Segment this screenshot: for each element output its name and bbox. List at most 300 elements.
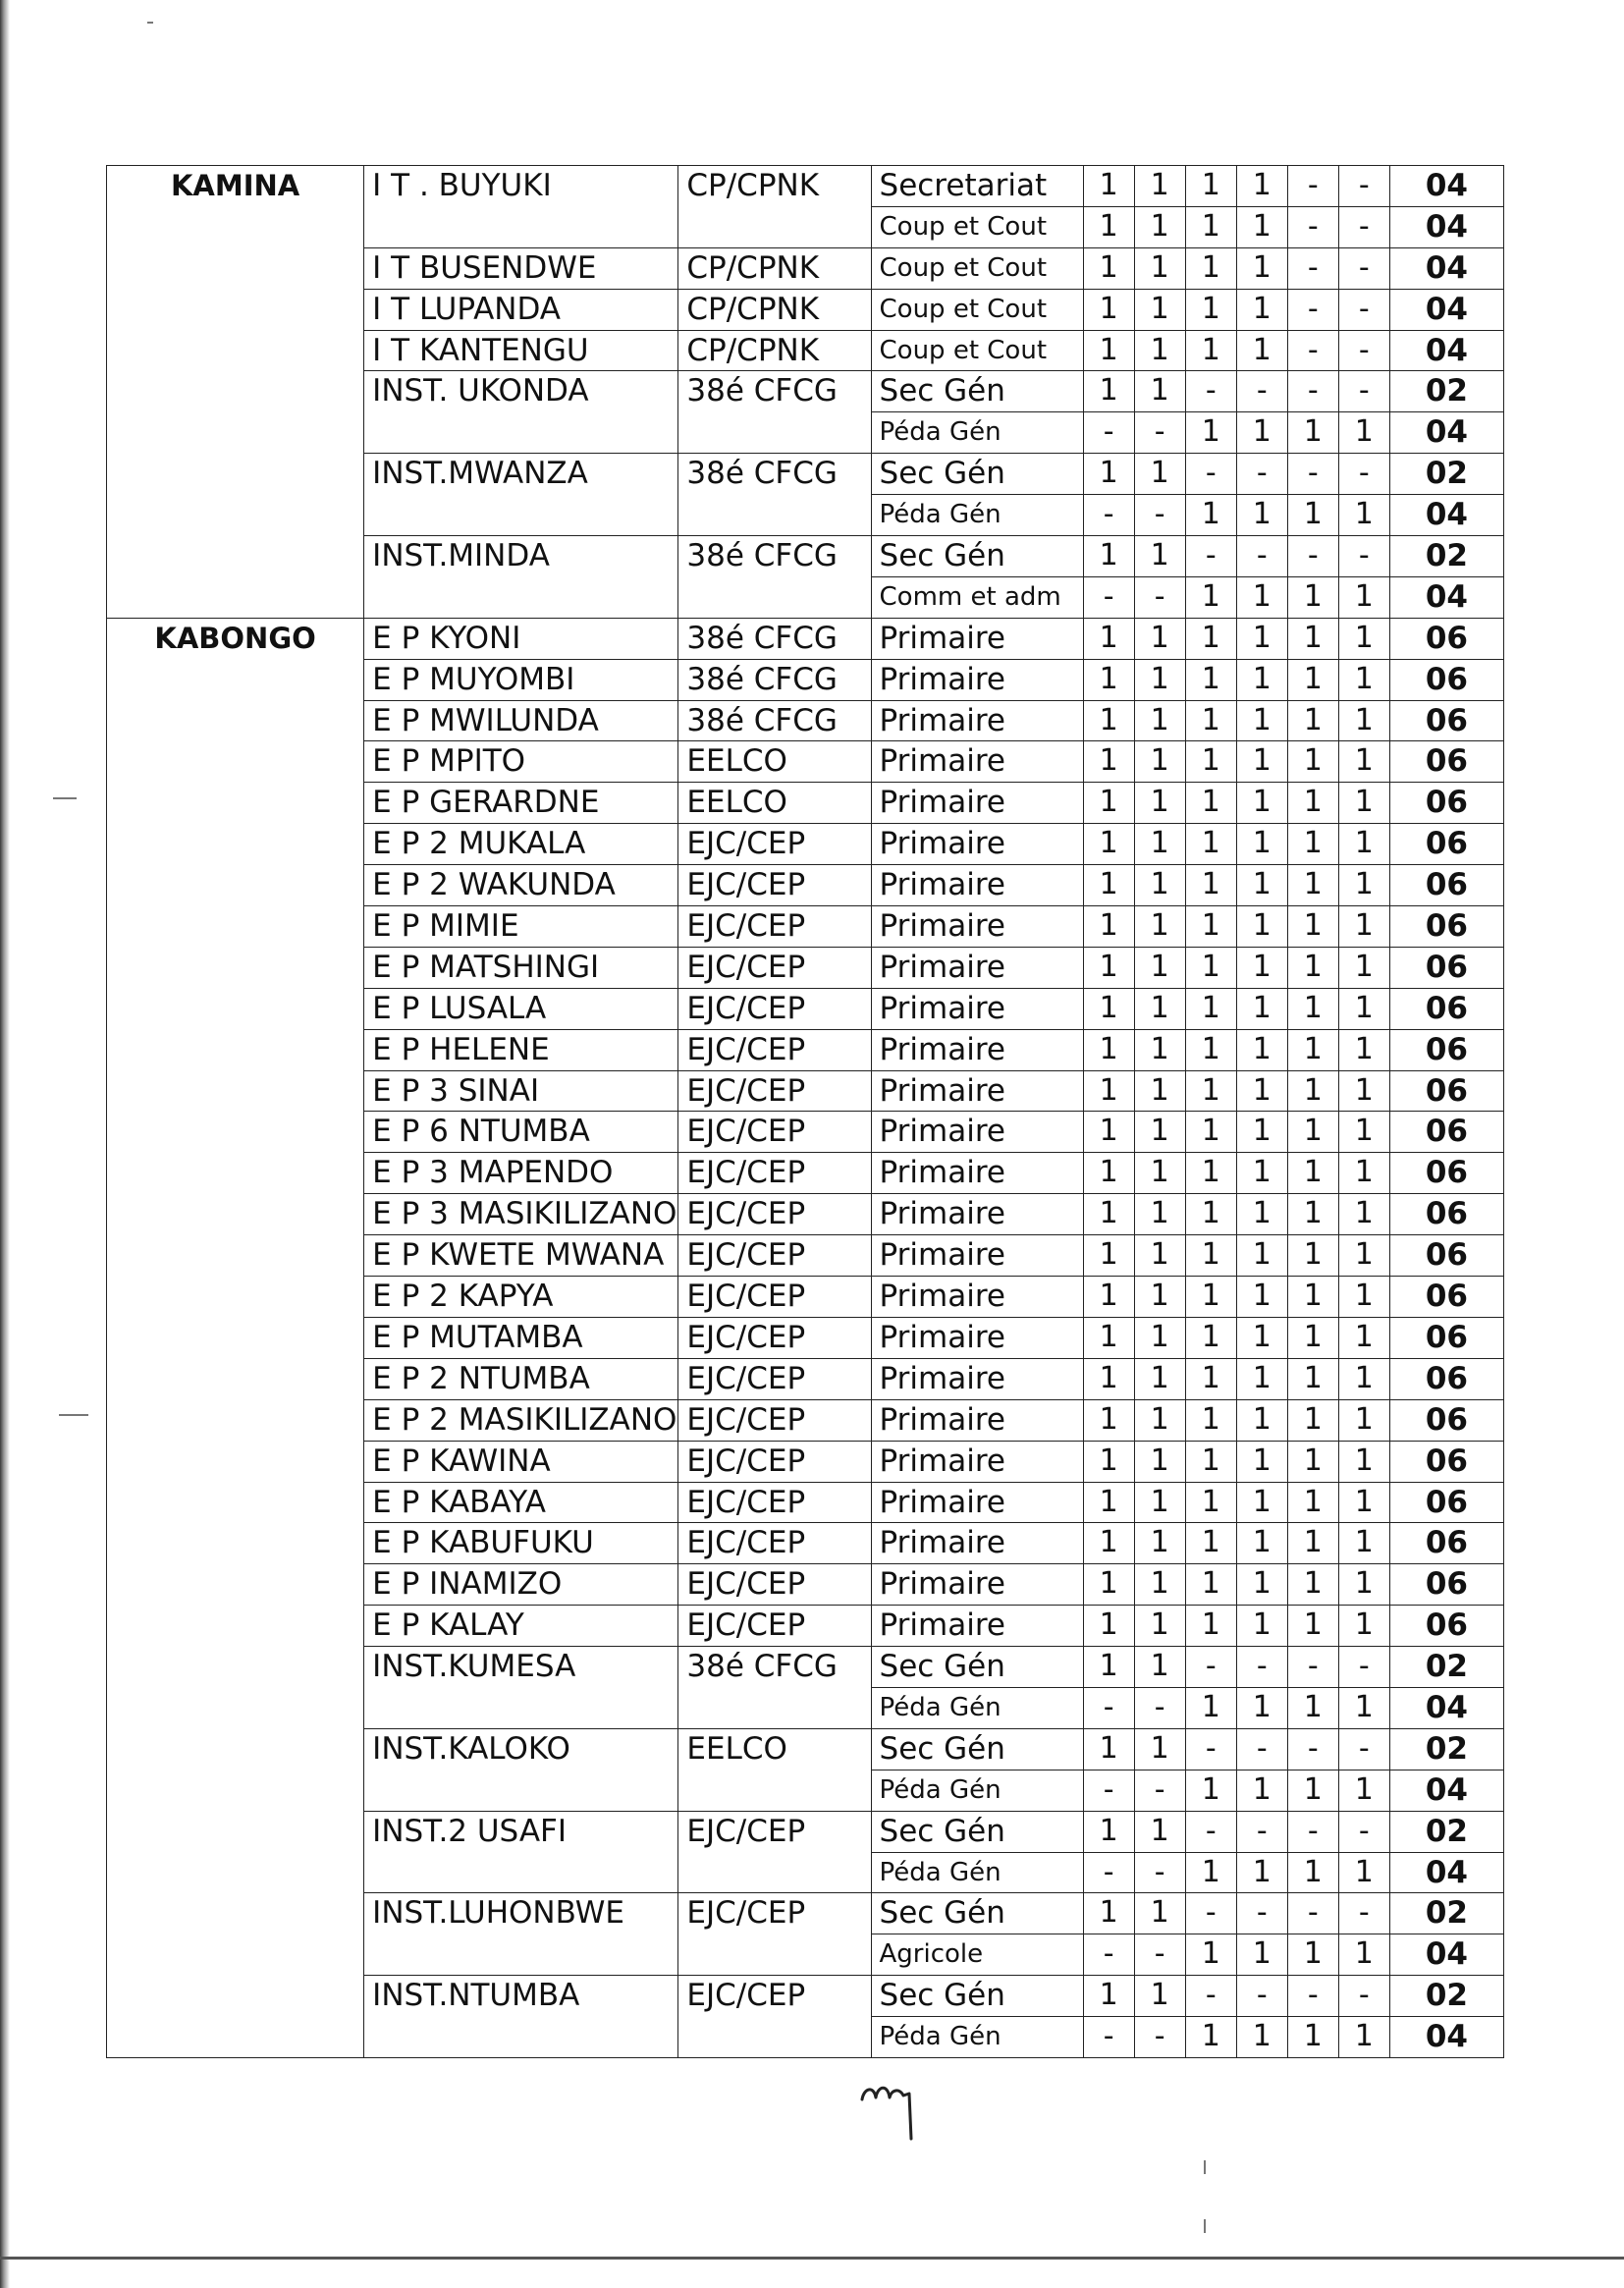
- total-cell: 06: [1389, 1523, 1503, 1564]
- class-count-cell: 1: [1083, 1358, 1134, 1399]
- class-count-cell: -: [1338, 166, 1389, 207]
- network-cell: EJC/CEP: [678, 1235, 871, 1277]
- class-count-cell: 1: [1185, 1358, 1236, 1399]
- class-count-cell: 1: [1083, 1277, 1134, 1318]
- option-cell: Primaire: [871, 906, 1083, 948]
- class-count-cell: -: [1083, 1770, 1134, 1811]
- school-name-cell: E P MATSHINGI: [364, 947, 678, 988]
- total-cell: 02: [1389, 1893, 1503, 1934]
- total-cell: 04: [1389, 1934, 1503, 1976]
- class-count-cell: 1: [1134, 1070, 1185, 1112]
- class-count-cell: 1: [1083, 1153, 1134, 1194]
- class-count-cell: 1: [1185, 1235, 1236, 1277]
- class-count-cell: 1: [1134, 166, 1185, 207]
- school-name-cell: E P 2 NTUMBA: [364, 1358, 678, 1399]
- class-count-cell: 1: [1083, 1194, 1134, 1235]
- class-count-cell: 1: [1338, 741, 1389, 783]
- class-count-cell: 1: [1185, 1153, 1236, 1194]
- class-count-cell: 1: [1083, 1112, 1134, 1153]
- network-cell: 38é CFCG: [678, 1647, 871, 1729]
- network-cell: EJC/CEP: [678, 1523, 871, 1564]
- class-count-cell: 1: [1338, 495, 1389, 536]
- class-count-cell: -: [1287, 1728, 1338, 1770]
- school-name-cell: E P 3 SINAI: [364, 1070, 678, 1112]
- scan-speck: [147, 22, 153, 24]
- network-cell: EJC/CEP: [678, 1441, 871, 1482]
- class-count-cell: -: [1236, 536, 1287, 577]
- class-count-cell: 1: [1083, 1523, 1134, 1564]
- class-count-cell: 1: [1083, 906, 1134, 948]
- class-count-cell: 1: [1338, 947, 1389, 988]
- total-cell: 06: [1389, 783, 1503, 824]
- class-count-cell: 1: [1134, 206, 1185, 247]
- class-count-cell: 1: [1338, 1770, 1389, 1811]
- class-count-cell: -: [1236, 1728, 1287, 1770]
- school-name-cell: E P KABUFUKU: [364, 1523, 678, 1564]
- option-cell: Primaire: [871, 865, 1083, 906]
- total-cell: 06: [1389, 1153, 1503, 1194]
- total-cell: 06: [1389, 906, 1503, 948]
- school-name-cell: E P KABAYA: [364, 1482, 678, 1523]
- option-cell: Primaire: [871, 1358, 1083, 1399]
- class-count-cell: 1: [1185, 1852, 1236, 1893]
- total-cell: 02: [1389, 1811, 1503, 1852]
- class-count-cell: 1: [1083, 371, 1134, 412]
- class-count-cell: 1: [1134, 988, 1185, 1029]
- class-count-cell: 1: [1236, 988, 1287, 1029]
- option-cell: Primaire: [871, 1029, 1083, 1070]
- option-cell: Primaire: [871, 1153, 1083, 1194]
- total-cell: 02: [1389, 371, 1503, 412]
- class-count-cell: 1: [1134, 1112, 1185, 1153]
- total-cell: 06: [1389, 659, 1503, 700]
- option-cell: Coup et Cout: [871, 330, 1083, 371]
- handwritten-signature: [854, 2070, 933, 2149]
- network-cell: EJC/CEP: [678, 1029, 871, 1070]
- class-count-cell: 1: [1236, 1399, 1287, 1441]
- class-count-cell: 1: [1338, 1934, 1389, 1976]
- class-count-cell: 1: [1287, 1770, 1338, 1811]
- class-count-cell: -: [1338, 1893, 1389, 1934]
- class-count-cell: 1: [1287, 1852, 1338, 1893]
- class-count-cell: 1: [1083, 536, 1134, 577]
- class-count-cell: 1: [1083, 1029, 1134, 1070]
- total-cell: 06: [1389, 1277, 1503, 1318]
- total-cell: 06: [1389, 1482, 1503, 1523]
- school-name-cell: E P KYONI: [364, 618, 678, 659]
- class-count-cell: -: [1185, 1976, 1236, 2017]
- class-count-cell: -: [1236, 454, 1287, 495]
- class-count-cell: 1: [1236, 824, 1287, 865]
- network-cell: EELCO: [678, 1728, 871, 1811]
- class-count-cell: 1: [1083, 1606, 1134, 1647]
- network-cell: CP/CPNK: [678, 166, 871, 248]
- class-count-cell: 1: [1338, 1235, 1389, 1277]
- class-count-cell: 1: [1236, 1770, 1287, 1811]
- class-count-cell: 1: [1083, 824, 1134, 865]
- option-cell: Péda Gén: [871, 1770, 1083, 1811]
- class-count-cell: -: [1134, 495, 1185, 536]
- total-cell: 06: [1389, 1564, 1503, 1606]
- class-count-cell: 1: [1287, 1235, 1338, 1277]
- class-count-cell: 1: [1287, 1070, 1338, 1112]
- option-cell: Primaire: [871, 1399, 1083, 1441]
- total-cell: 02: [1389, 536, 1503, 577]
- class-count-cell: -: [1338, 1728, 1389, 1770]
- total-cell: 06: [1389, 1441, 1503, 1482]
- class-count-cell: 1: [1134, 947, 1185, 988]
- scan-speck: [1204, 2219, 1206, 2233]
- class-count-cell: 1: [1134, 1728, 1185, 1770]
- network-cell: 38é CFCG: [678, 618, 871, 659]
- class-count-cell: 1: [1134, 289, 1185, 330]
- class-count-cell: 1: [1236, 1317, 1287, 1358]
- class-count-cell: 1: [1185, 1399, 1236, 1441]
- option-cell: Coup et Cout: [871, 206, 1083, 247]
- class-count-cell: 1: [1236, 1277, 1287, 1318]
- class-count-cell: 1: [1236, 1687, 1287, 1728]
- class-count-cell: 1: [1287, 1564, 1338, 1606]
- class-count-cell: 1: [1338, 783, 1389, 824]
- class-count-cell: 1: [1134, 1523, 1185, 1564]
- class-count-cell: 1: [1338, 1029, 1389, 1070]
- school-name-cell: E P KWETE MWANA: [364, 1235, 678, 1277]
- class-count-cell: 1: [1338, 865, 1389, 906]
- school-name-cell: I T LUPANDA: [364, 289, 678, 330]
- total-cell: 02: [1389, 1647, 1503, 1688]
- class-count-cell: 1: [1134, 1564, 1185, 1606]
- class-count-cell: 1: [1185, 412, 1236, 454]
- class-count-cell: 1: [1134, 1441, 1185, 1482]
- class-count-cell: 1: [1287, 495, 1338, 536]
- school-name-cell: E P LUSALA: [364, 988, 678, 1029]
- class-count-cell: 1: [1287, 1317, 1338, 1358]
- option-cell: Primaire: [871, 1194, 1083, 1235]
- total-cell: 06: [1389, 1399, 1503, 1441]
- network-cell: EJC/CEP: [678, 1564, 871, 1606]
- class-count-cell: 1: [1287, 700, 1338, 741]
- class-count-cell: 1: [1236, 1112, 1287, 1153]
- option-cell: Primaire: [871, 1235, 1083, 1277]
- class-count-cell: 1: [1134, 1317, 1185, 1358]
- class-count-cell: 1: [1134, 1358, 1185, 1399]
- class-count-cell: 1: [1338, 906, 1389, 948]
- class-count-cell: 1: [1338, 1687, 1389, 1728]
- class-count-cell: 1: [1083, 247, 1134, 289]
- total-cell: 04: [1389, 206, 1503, 247]
- schools-table: [106, 165, 1504, 2058]
- class-count-cell: 1: [1236, 2017, 1287, 2058]
- class-count-cell: 1: [1338, 1317, 1389, 1358]
- network-cell: 38é CFCG: [678, 454, 871, 536]
- class-count-cell: -: [1134, 2017, 1185, 2058]
- class-count-cell: 1: [1083, 1441, 1134, 1482]
- school-name-cell: E P INAMIZO: [364, 1564, 678, 1606]
- school-name-cell: E P GERARDNE: [364, 783, 678, 824]
- option-cell: Primaire: [871, 659, 1083, 700]
- class-count-cell: 1: [1083, 166, 1134, 207]
- network-cell: EJC/CEP: [678, 1606, 871, 1647]
- class-count-cell: -: [1338, 536, 1389, 577]
- network-cell: EJC/CEP: [678, 1317, 871, 1358]
- class-count-cell: 1: [1338, 1606, 1389, 1647]
- class-count-cell: 1: [1236, 906, 1287, 948]
- class-count-cell: 1: [1338, 1441, 1389, 1482]
- class-count-cell: 1: [1287, 659, 1338, 700]
- class-count-cell: 1: [1236, 1235, 1287, 1277]
- class-count-cell: 1: [1083, 700, 1134, 741]
- network-cell: 38é CFCG: [678, 659, 871, 700]
- school-name-cell: E P MWILUNDA: [364, 700, 678, 741]
- class-count-cell: 1: [1236, 1564, 1287, 1606]
- class-count-cell: -: [1287, 1647, 1338, 1688]
- option-cell: Comm et adm: [871, 576, 1083, 618]
- class-count-cell: 1: [1236, 247, 1287, 289]
- total-cell: 04: [1389, 1687, 1503, 1728]
- class-count-cell: -: [1338, 1811, 1389, 1852]
- total-cell: 06: [1389, 741, 1503, 783]
- network-cell: EJC/CEP: [678, 1358, 871, 1399]
- class-count-cell: -: [1338, 206, 1389, 247]
- class-count-cell: 1: [1236, 865, 1287, 906]
- school-name-cell: INST.NTUMBA: [364, 1976, 678, 2058]
- class-count-cell: 1: [1185, 1606, 1236, 1647]
- class-count-cell: -: [1236, 371, 1287, 412]
- class-count-cell: 1: [1236, 1523, 1287, 1564]
- network-cell: EJC/CEP: [678, 988, 871, 1029]
- class-count-cell: -: [1287, 536, 1338, 577]
- class-count-cell: 1: [1185, 1194, 1236, 1235]
- total-cell: 04: [1389, 247, 1503, 289]
- class-count-cell: 1: [1083, 1564, 1134, 1606]
- scan-edge-shadow: [0, 0, 10, 2288]
- class-count-cell: 1: [1287, 1441, 1338, 1482]
- class-count-cell: 1: [1134, 824, 1185, 865]
- class-count-cell: 1: [1185, 618, 1236, 659]
- total-cell: 06: [1389, 988, 1503, 1029]
- total-cell: 06: [1389, 1070, 1503, 1112]
- class-count-cell: 1: [1185, 330, 1236, 371]
- school-name-cell: E P 2 KAPYA: [364, 1277, 678, 1318]
- class-count-cell: -: [1083, 495, 1134, 536]
- class-count-cell: 1: [1287, 947, 1338, 988]
- class-count-cell: -: [1134, 1687, 1185, 1728]
- option-cell: Primaire: [871, 1606, 1083, 1647]
- school-name-cell: E P MIMIE: [364, 906, 678, 948]
- class-count-cell: 1: [1236, 1358, 1287, 1399]
- class-count-cell: -: [1185, 371, 1236, 412]
- class-count-cell: 1: [1134, 618, 1185, 659]
- class-count-cell: 1: [1338, 1523, 1389, 1564]
- class-count-cell: 1: [1134, 536, 1185, 577]
- school-name-cell: E P 6 NTUMBA: [364, 1112, 678, 1153]
- total-cell: 04: [1389, 576, 1503, 618]
- class-count-cell: 1: [1185, 247, 1236, 289]
- class-count-cell: 1: [1236, 1441, 1287, 1482]
- class-count-cell: -: [1287, 454, 1338, 495]
- option-cell: Primaire: [871, 1564, 1083, 1606]
- option-cell: Primaire: [871, 618, 1083, 659]
- class-count-cell: -: [1287, 166, 1338, 207]
- class-count-cell: -: [1134, 1852, 1185, 1893]
- total-cell: 04: [1389, 412, 1503, 454]
- option-cell: Sec Gén: [871, 1728, 1083, 1770]
- option-cell: Primaire: [871, 1482, 1083, 1523]
- school-name-cell: I T KANTENGU: [364, 330, 678, 371]
- class-count-cell: -: [1083, 2017, 1134, 2058]
- class-count-cell: -: [1338, 371, 1389, 412]
- class-count-cell: 1: [1236, 618, 1287, 659]
- class-count-cell: -: [1185, 1811, 1236, 1852]
- class-count-cell: 1: [1185, 1523, 1236, 1564]
- total-cell: 06: [1389, 1317, 1503, 1358]
- school-name-cell: E P MUTAMBA: [364, 1317, 678, 1358]
- class-count-cell: -: [1287, 330, 1338, 371]
- class-count-cell: 1: [1236, 166, 1287, 207]
- class-count-cell: 1: [1338, 1852, 1389, 1893]
- total-cell: 04: [1389, 2017, 1503, 2058]
- class-count-cell: 1: [1185, 166, 1236, 207]
- class-count-cell: 1: [1185, 576, 1236, 618]
- network-cell: EJC/CEP: [678, 906, 871, 948]
- class-count-cell: 1: [1083, 289, 1134, 330]
- school-name-cell: E P 2 MASIKILIZANO: [364, 1399, 678, 1441]
- total-cell: 06: [1389, 618, 1503, 659]
- class-count-cell: 1: [1134, 1029, 1185, 1070]
- class-count-cell: 1: [1287, 1277, 1338, 1318]
- class-count-cell: 1: [1083, 454, 1134, 495]
- option-cell: Primaire: [871, 1070, 1083, 1112]
- class-count-cell: 1: [1338, 1277, 1389, 1318]
- option-cell: Primaire: [871, 1277, 1083, 1318]
- option-cell: Primaire: [871, 783, 1083, 824]
- class-count-cell: 1: [1083, 741, 1134, 783]
- class-count-cell: 1: [1185, 1564, 1236, 1606]
- network-cell: EJC/CEP: [678, 865, 871, 906]
- class-count-cell: 1: [1236, 412, 1287, 454]
- school-name-cell: E P KAWINA: [364, 1441, 678, 1482]
- class-count-cell: -: [1185, 454, 1236, 495]
- total-cell: 06: [1389, 824, 1503, 865]
- class-count-cell: 1: [1338, 1070, 1389, 1112]
- class-count-cell: 1: [1134, 1235, 1185, 1277]
- class-count-cell: 1: [1083, 618, 1134, 659]
- class-count-cell: 1: [1236, 1606, 1287, 1647]
- scan-speck: [59, 1414, 88, 1416]
- total-cell: 06: [1389, 1235, 1503, 1277]
- table-body: [107, 166, 1504, 2058]
- class-count-cell: 1: [1185, 1934, 1236, 1976]
- total-cell: 06: [1389, 1358, 1503, 1399]
- network-cell: EELCO: [678, 783, 871, 824]
- class-count-cell: -: [1083, 1934, 1134, 1976]
- class-count-cell: 1: [1287, 1029, 1338, 1070]
- class-count-cell: 1: [1083, 1235, 1134, 1277]
- scan-speck: [53, 797, 77, 799]
- class-count-cell: -: [1185, 1893, 1236, 1934]
- class-count-cell: 1: [1134, 1153, 1185, 1194]
- class-count-cell: 1: [1236, 700, 1287, 741]
- school-name-cell: E P KALAY: [364, 1606, 678, 1647]
- class-count-cell: 1: [1287, 741, 1338, 783]
- school-name-cell: INST.KALOKO: [364, 1728, 678, 1811]
- class-count-cell: -: [1083, 1687, 1134, 1728]
- option-cell: Secretariat: [871, 166, 1083, 207]
- network-cell: 38é CFCG: [678, 371, 871, 454]
- class-count-cell: 1: [1083, 1976, 1134, 2017]
- class-count-cell: 1: [1185, 988, 1236, 1029]
- option-cell: Primaire: [871, 947, 1083, 988]
- class-count-cell: 1: [1134, 1194, 1185, 1235]
- class-count-cell: 1: [1338, 700, 1389, 741]
- class-count-cell: 1: [1134, 1811, 1185, 1852]
- school-name-cell: INST. UKONDA: [364, 371, 678, 454]
- network-cell: 38é CFCG: [678, 536, 871, 619]
- page-bottom-border: [0, 2257, 1624, 2260]
- total-cell: 02: [1389, 454, 1503, 495]
- class-count-cell: -: [1338, 289, 1389, 330]
- class-count-cell: 1: [1185, 700, 1236, 741]
- class-count-cell: 1: [1338, 659, 1389, 700]
- class-count-cell: 1: [1236, 330, 1287, 371]
- network-cell: 38é CFCG: [678, 700, 871, 741]
- class-count-cell: 1: [1236, 1852, 1287, 1893]
- class-count-cell: 1: [1083, 206, 1134, 247]
- class-count-cell: 1: [1185, 1070, 1236, 1112]
- school-name-cell: E P 3 MASIKILIZANO: [364, 1194, 678, 1235]
- option-cell: Sec Gén: [871, 1893, 1083, 1934]
- class-count-cell: 1: [1185, 289, 1236, 330]
- class-count-cell: 1: [1236, 659, 1287, 700]
- option-cell: Agricole: [871, 1934, 1083, 1976]
- total-cell: 06: [1389, 1606, 1503, 1647]
- option-cell: Primaire: [871, 1523, 1083, 1564]
- class-count-cell: 1: [1185, 1770, 1236, 1811]
- option-cell: Primaire: [871, 1441, 1083, 1482]
- class-count-cell: -: [1287, 1811, 1338, 1852]
- class-count-cell: 1: [1134, 1482, 1185, 1523]
- class-count-cell: 1: [1338, 1482, 1389, 1523]
- class-count-cell: 1: [1236, 783, 1287, 824]
- class-count-cell: 1: [1083, 1811, 1134, 1852]
- class-count-cell: 1: [1287, 988, 1338, 1029]
- class-count-cell: 1: [1287, 1606, 1338, 1647]
- total-cell: 06: [1389, 865, 1503, 906]
- class-count-cell: 1: [1134, 783, 1185, 824]
- option-cell: Péda Gén: [871, 1852, 1083, 1893]
- district-cell: KAMINA: [107, 166, 364, 619]
- class-count-cell: 1: [1185, 206, 1236, 247]
- network-cell: EJC/CEP: [678, 1976, 871, 2058]
- class-count-cell: 1: [1083, 947, 1134, 988]
- class-count-cell: 1: [1134, 659, 1185, 700]
- option-cell: Primaire: [871, 741, 1083, 783]
- class-count-cell: -: [1185, 1647, 1236, 1688]
- class-count-cell: 1: [1236, 947, 1287, 988]
- class-count-cell: 1: [1338, 2017, 1389, 2058]
- class-count-cell: -: [1083, 412, 1134, 454]
- option-cell: Primaire: [871, 1317, 1083, 1358]
- school-name-cell: INST.MWANZA: [364, 454, 678, 536]
- class-count-cell: 1: [1185, 1317, 1236, 1358]
- class-count-cell: -: [1083, 576, 1134, 618]
- class-count-cell: 1: [1287, 618, 1338, 659]
- option-cell: Péda Gén: [871, 495, 1083, 536]
- class-count-cell: 1: [1083, 783, 1134, 824]
- class-count-cell: 1: [1083, 1728, 1134, 1770]
- class-count-cell: -: [1287, 371, 1338, 412]
- class-count-cell: 1: [1083, 1317, 1134, 1358]
